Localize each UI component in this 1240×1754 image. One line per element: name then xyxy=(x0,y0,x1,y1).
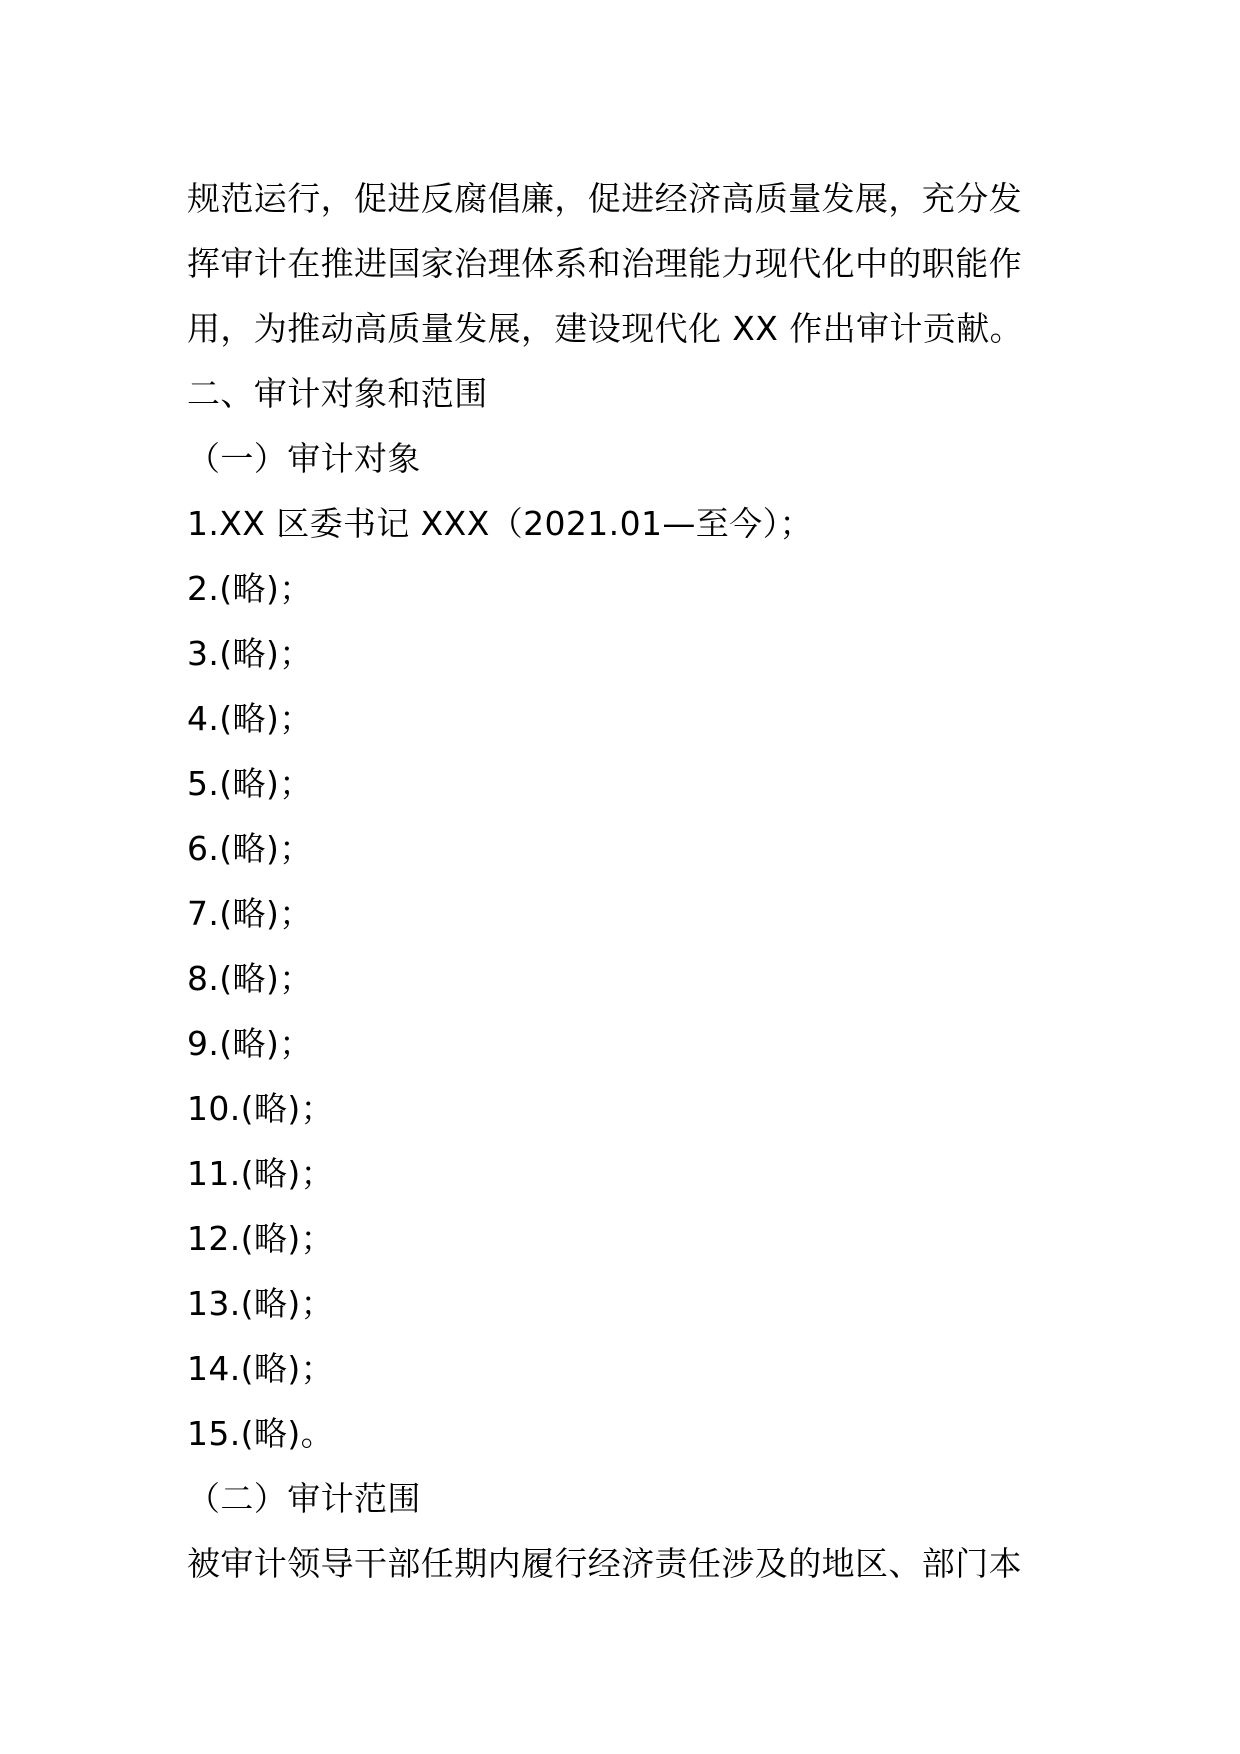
subsection-heading: （二）审计范围 xyxy=(187,1479,421,1518)
section-heading: 二、审计对象和范围 xyxy=(187,374,488,413)
list-item: 4.(略)； xyxy=(187,699,313,738)
subsection-heading: （一）审计对象 xyxy=(187,439,421,478)
list-item: 3.(略)； xyxy=(187,634,313,673)
list-item: 11.(略)； xyxy=(187,1154,335,1193)
paragraph-line: 被审计领导干部任期内履行经济责任涉及的地区、部门本 xyxy=(187,1544,1022,1583)
list-item: 6.(略)； xyxy=(187,829,313,868)
list-item: 9.(略)； xyxy=(187,1024,313,1063)
paragraph-line: 挥审计在推进国家治理体系和治理能力现代化中的职能作 xyxy=(187,244,1022,283)
list-item: 14.(略)； xyxy=(187,1349,335,1388)
list-item: 15.(略)。 xyxy=(187,1414,335,1453)
list-item: 2.(略)； xyxy=(187,569,313,608)
list-item: 12.(略)； xyxy=(187,1219,335,1258)
paragraph-line: 规范运行，促进反腐倡廉，促进经济高质量发展，充分发 xyxy=(187,179,1022,218)
paragraph-line: 用，为推动高质量发展，建设现代化 XX 作出审计贡献。 xyxy=(187,309,1023,348)
list-item: 8.(略)； xyxy=(187,959,313,998)
list-item: 13.(略)； xyxy=(187,1284,335,1323)
document-body xyxy=(187,166,1057,1596)
list-item: 7.(略)； xyxy=(187,894,313,933)
list-item: 1.XX 区委书记 XXX（2021.01—至今）； xyxy=(187,504,813,543)
list-item: 10.(略)； xyxy=(187,1089,335,1128)
list-item: 5.(略)； xyxy=(187,764,313,803)
